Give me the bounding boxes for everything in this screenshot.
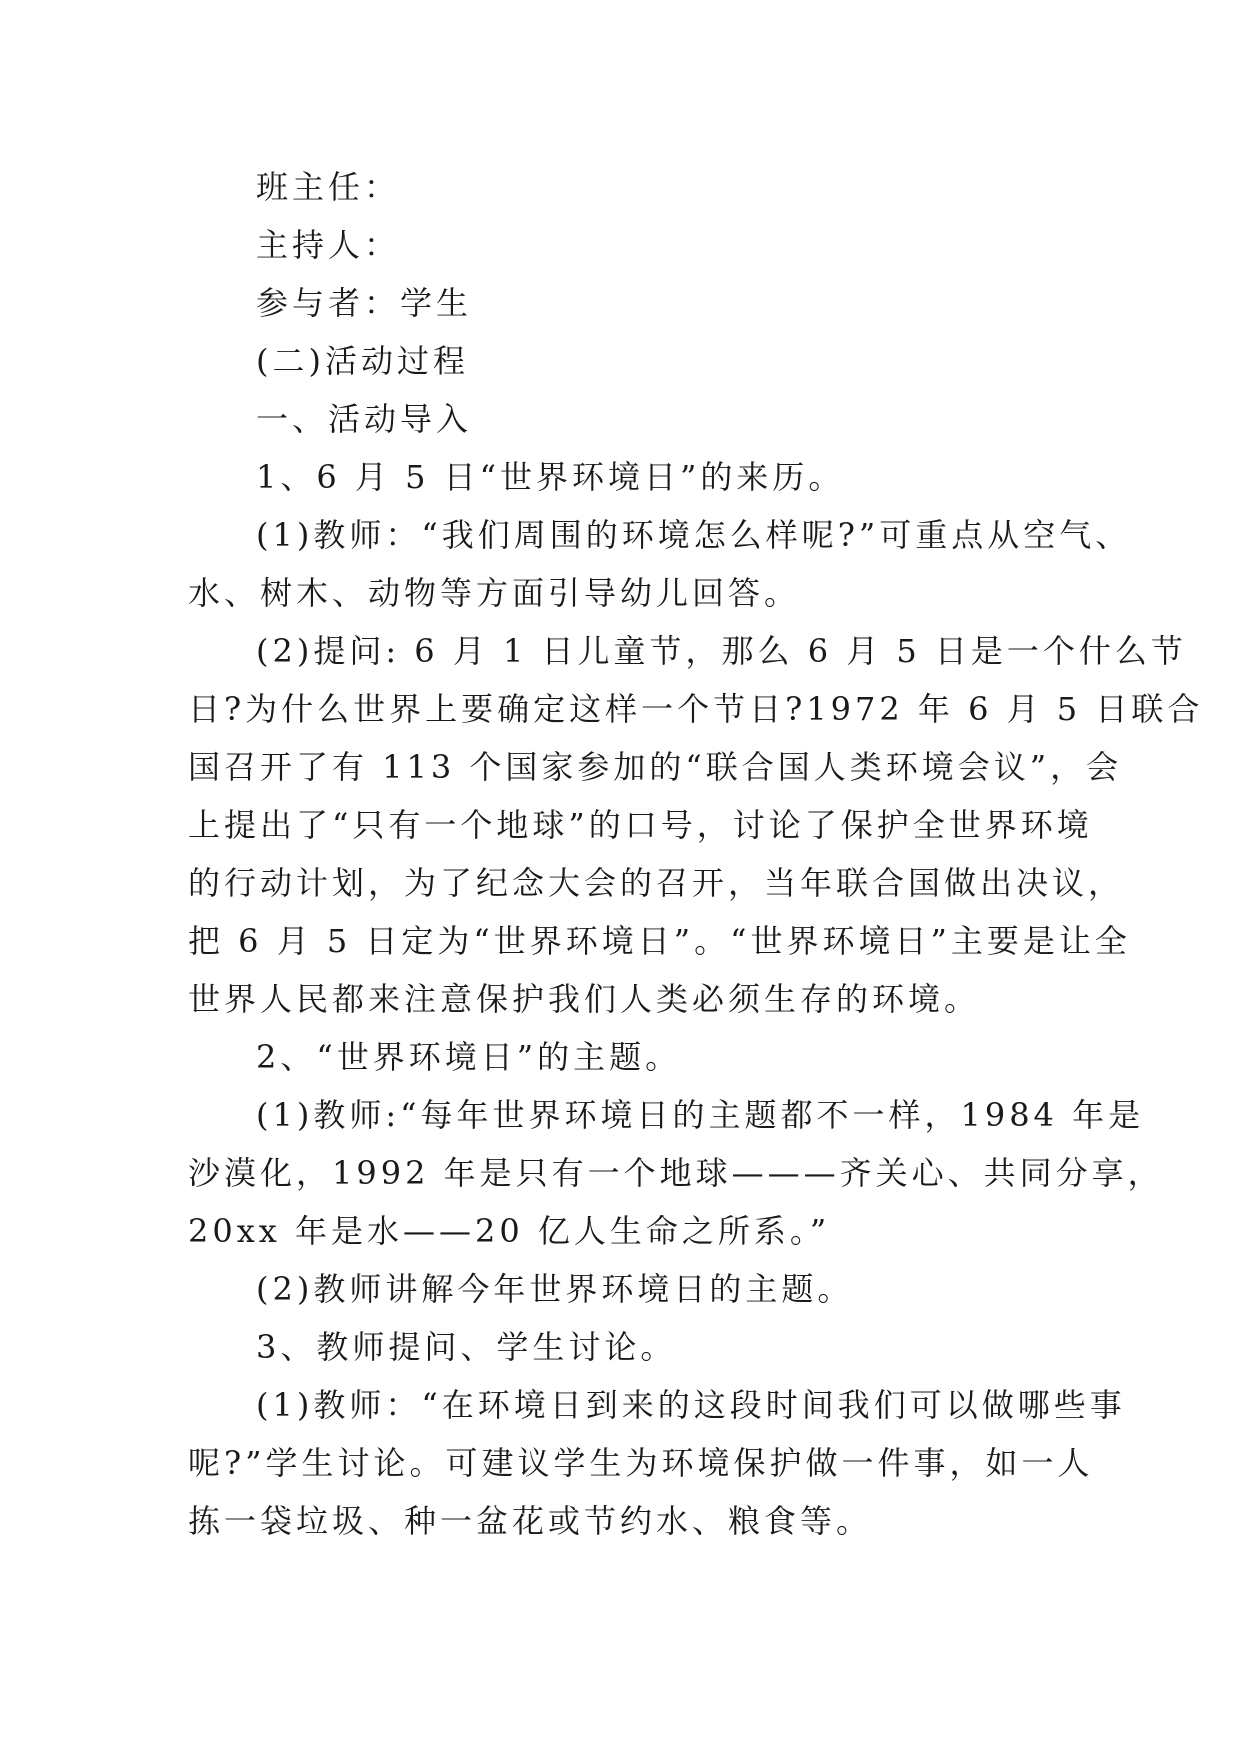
- text-line: 国召开了有 113 个国家参加的“联合国人类环境会议”，会: [188, 748, 1123, 786]
- text-line: 2、“世界环境日”的主题。: [256, 1038, 682, 1076]
- text-line: 呢?”学生讨论。可建议学生为环境保护做一件事，如一人: [188, 1444, 1094, 1482]
- text-line: 的行动计划，为了纪念大会的召开，当年联合国做出决议，: [188, 864, 1125, 902]
- text-line: 世界人民都来注意保护我们人类必须生存的环境。: [188, 980, 981, 1018]
- text-line: 20xx 年是水——20 亿人生命之所系。”: [188, 1212, 831, 1250]
- section-heading: (二)活动过程: [256, 342, 469, 380]
- text-line: 水、树木、动物等方面引导幼儿回答。: [188, 574, 801, 612]
- text-line: 参与者：学生: [256, 284, 473, 322]
- document-body: [188, 158, 1204, 1550]
- text-line: (1)教师：“在环境日到来的这段时间我们可以做哪些事: [256, 1386, 1126, 1424]
- text-line: 主持人：: [256, 226, 401, 264]
- text-line: 1、6 月 5 日“世界环境日”的来历。: [256, 458, 845, 496]
- text-line: 日?为什么世界上要确定这样一个节日?1972 年 6 月 5 日联合: [188, 690, 1204, 728]
- text-line: 沙漠化，1992 年是只有一个地球———齐关心、共同分享，: [188, 1154, 1164, 1192]
- text-line: (1)教师：“我们周围的环境怎么样呢?”可重点从空气、: [256, 516, 1132, 554]
- section-heading: 一、活动导入: [256, 400, 473, 438]
- text-line: 3、教师提问、学生讨论。: [256, 1328, 677, 1366]
- text-line: 上提出了“只有一个地球”的口号，讨论了保护全世界环境: [188, 806, 1093, 844]
- text-line: (2)教师讲解今年世界环境日的主题。: [256, 1270, 854, 1308]
- text-line: 把 6 月 5 日定为“世界环境日”。“世界环境日”主要是让全: [188, 922, 1131, 960]
- text-line: (2)提问: 6 月 1 日儿童节，那么 6 月 5 日是一个什么节: [256, 632, 1187, 670]
- text-line: (1)教师:“每年世界环境日的主题都不一样，1984 年是: [256, 1096, 1145, 1134]
- text-line: 拣一袋垃圾、种一盆花或节约水、粮食等。: [188, 1502, 873, 1540]
- text-line: 班主任：: [256, 168, 401, 206]
